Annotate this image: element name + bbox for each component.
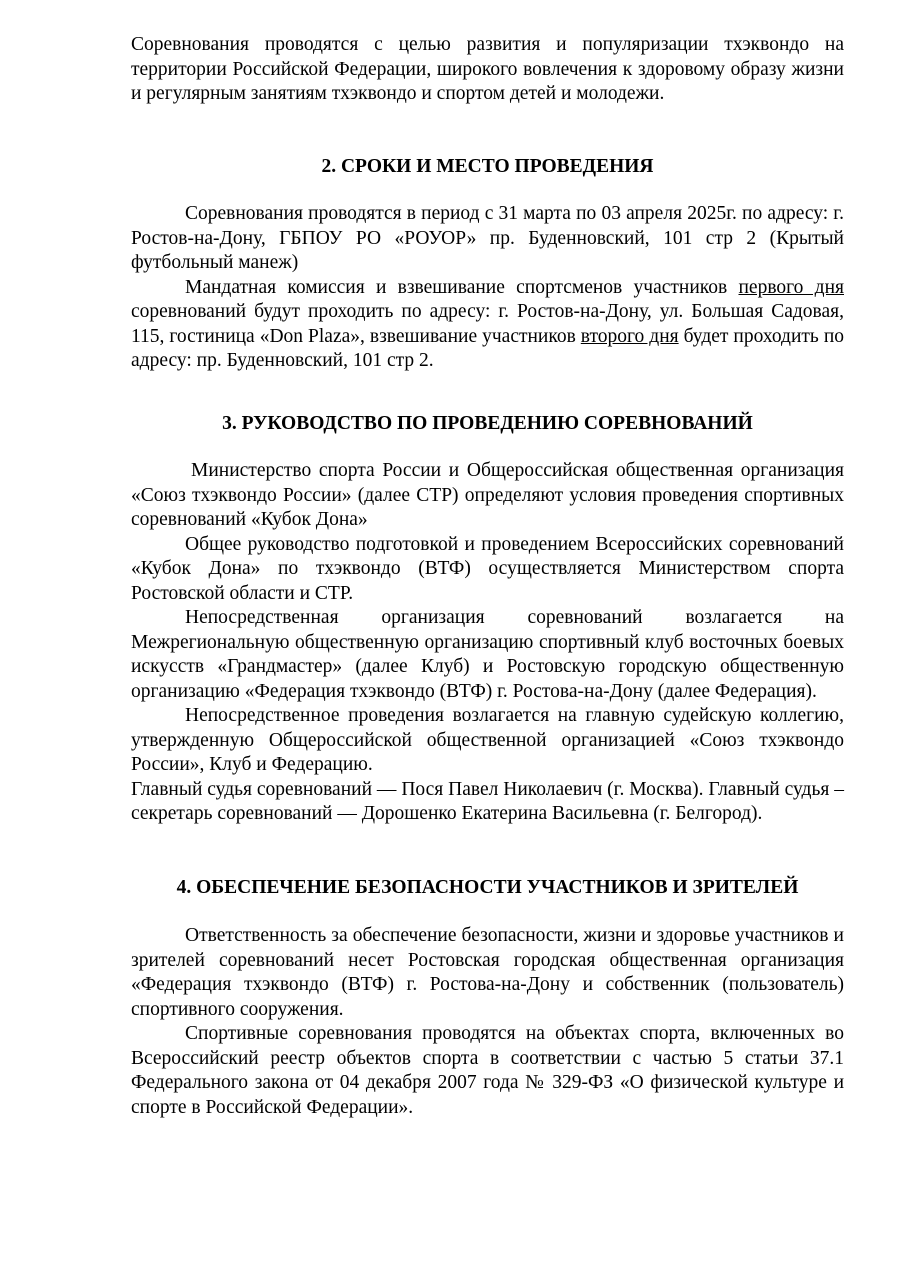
intro-paragraph: Соревнования проводятся с целью развития и популяризации тхэквондо на территории Российской Федерации, широкого вовлечения к здоровому образу жизни и регулярным занятиям тхэквондо и спортом детей и молодежи. — [131, 34, 844, 104]
section-4-paragraph-2: Спортивные соревнования проводятся на объектах спорта, включенных во Всероссийский реестр объектов спорта в соответствии с частью 5 статьи 37.1 Федерального закона от 04 декабря 2007 года № 329-ФЗ «О физической культуре и спорте в Российской Федерации». — [131, 1023, 844, 1118]
section-2-paragraph-2-text-a: Мандатная комиссия и взвешивание спортсменов участников — [185, 276, 739, 298]
second-day-underlined: второго дня — [580, 325, 679, 347]
section-4-paragraph-1: Ответственность за обеспечение безопасности, жизни и здоровье участников и зрителей соревнований несет Ростовская городская общественная организация «Федерация тхэквондо (ВТФ) г. Ростова-на-Дону и собственник (пользователь) спортивного сооружения. — [131, 925, 844, 1020]
section-2-paragraph-1: Соревнования проводятся в период с 31 марта по 03 апреля 2025г. по адресу: г. Ростов-на-Дону, ГБПОУ РО «РОУОР» пр. Буденновский, 101 стр 2 (Крытый футбольный манеж) — [131, 203, 844, 273]
section-3-paragraph-3: Непосредственная организация соревнований возлагается на Межрегиональную общественную организацию спортивный клуб восточных боевых искусств «Грандмастер» (далее Клуб) и Ростовскую городскую общественную организацию «Федерация тхэквондо (ВТФ) г. Ростова-на-Дону (далее Федерация). — [131, 607, 844, 702]
section-2-paragraph-2 — [131, 276, 844, 374]
section-2-heading: 2. СРОКИ И МЕСТО ПРОВЕДЕНИЯ — [321, 155, 654, 177]
section-3-paragraph-4: Непосредственное проведения возлагается на главную судейскую коллегию, утвержденную Общероссийской общественной организацией «Союз тхэквондо России», Клуб и Федерацию. — [131, 705, 844, 775]
document-page — [131, 33, 844, 1120]
section-3-heading: 3. РУКОВОДСТВО ПО ПРОВЕДЕНИЮ СОРЕВНОВАНИЙ — [222, 412, 753, 434]
section-3-paragraph-1: Министерство спорта России и Общероссийская общественная организация «Союз тхэквондо России» (далее СТР) определяют условия проведения спортивных соревнований «Кубок Дона» — [131, 460, 844, 530]
section-3-paragraph-2: Общее руководство подготовкой и проведением Всероссийских соревнований «Кубок Дона» по тхэквондо (ВТФ) осуществляется Министерством спорта Ростовской области и СТР. — [131, 533, 844, 604]
section-4-heading: 4. ОБЕСПЕЧЕНИЕ БЕЗОПАСНОСТИ УЧАСТНИКОВ И ЗРИТЕЛЕЙ — [176, 876, 799, 898]
section-2-paragraph-2-text-b: соревнований будут проходить по адресу: г. Ростов-на-Дону, ул. Большая Садовая, 115, гостиница «Don Plaza», взвешивание участников — [131, 301, 844, 347]
section-3-paragraph-5: Главный судья соревнований — Пося Павел Николаевич (г. Москва). Главный судья – секретарь соревнований — Дорошенко Екатерина Васильевна (г. Белгород). — [131, 778, 844, 824]
section-2-paragraph-2-text-c: будет проходить по адресу: пр. Буденновский, 101 стр 2. — [131, 325, 844, 371]
first-day-underlined: первого дня — [738, 276, 844, 298]
